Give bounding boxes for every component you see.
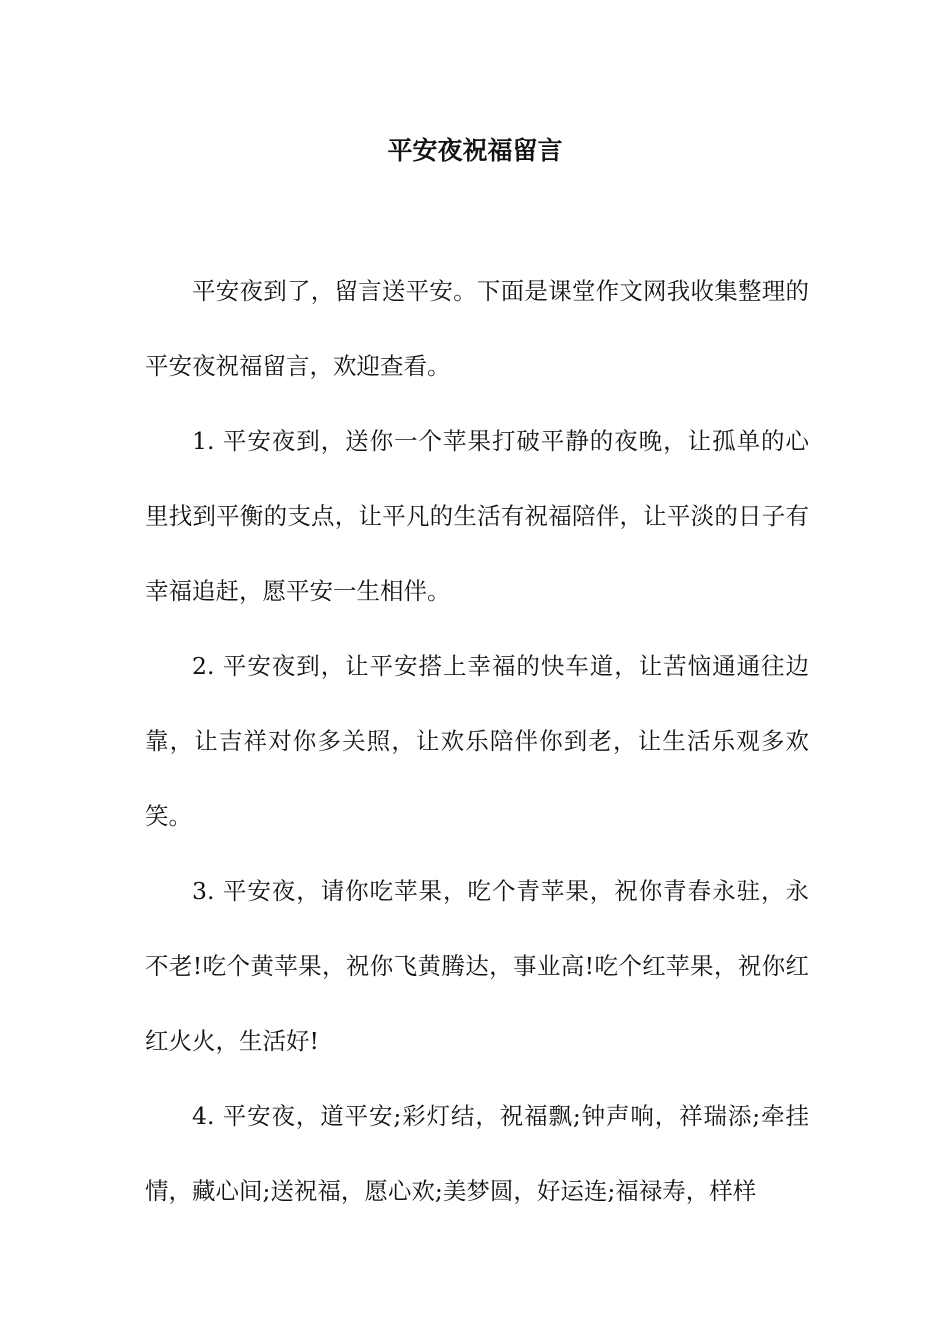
intro-paragraph: 平安夜到了，留言送平安。下面是课堂作文网我收集整理的平安夜祝福留言，欢迎查看。 <box>145 277 809 380</box>
list-item: 2. 平安夜到，让平安搭上幸福的快车道，让苦恼通通往边靠，让吉祥对你多关照，让欢乐陪伴你到老，让生活乐观多欢笑。 <box>145 652 809 830</box>
list-item: 3. 平安夜，请你吃苹果，吃个青苹果，祝你青春永驻，永不老!吃个黄苹果，祝你飞黄腾达，事业高!吃个红苹果，祝你红红火火，生活好! <box>145 877 809 1055</box>
document-title: 平安夜祝福留言 <box>387 136 563 165</box>
list-item: 4. 平安夜，道平安;彩灯结，祝福飘;钟声响，祥瑞添;牵挂情，藏心间;送祝福，愿心欢;美梦圆，好运连;福禄寿，样样 <box>145 1102 809 1205</box>
list-item: 1. 平安夜到，送你一个苹果打破平静的夜晚，让孤单的心里找到平衡的支点，让平凡的生活有祝福陪伴，让平淡的日子有幸福追赶，愿平安一生相伴。 <box>145 427 809 605</box>
document-body <box>145 254 809 1229</box>
